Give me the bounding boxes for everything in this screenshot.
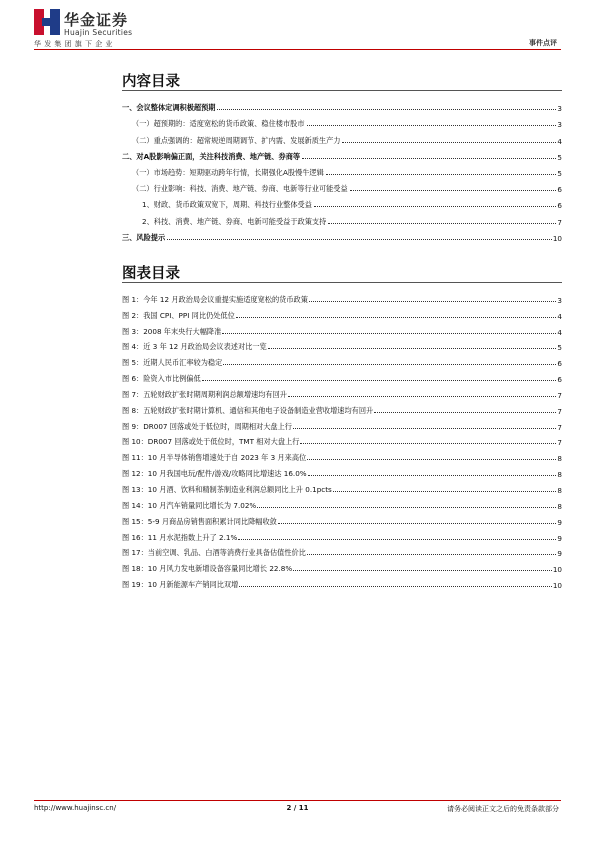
toc-entry-page: 4 xyxy=(557,136,562,146)
figure-entry-text: 图 2：我国 CPI、PPI 同比仍处低位 xyxy=(122,310,235,320)
figure-entry[interactable] xyxy=(122,400,562,416)
toc-entry[interactable] xyxy=(122,178,562,194)
figure-entry-text: 图 5：近期人民币汇率较为稳定 xyxy=(122,358,223,368)
figure-entry[interactable] xyxy=(122,558,562,574)
figure-entry-text: 图 4：近 3 年 12 月政治局会议表述对比一览 xyxy=(122,342,267,352)
footer-divider xyxy=(34,800,561,801)
dot-leader xyxy=(238,539,556,540)
dot-leader xyxy=(328,223,556,224)
figure-entry-page: 8 xyxy=(557,485,562,495)
dot-leader xyxy=(307,554,556,555)
toc-entry[interactable] xyxy=(122,162,562,178)
dot-leader xyxy=(350,190,557,191)
figure-entry-text: 图 8：五轮财政扩张时期计算机、通信和其他电子设备制造业营收增速均有回升 xyxy=(122,405,374,415)
dot-leader xyxy=(268,348,557,349)
toc-entry-text: 一、会议整体定调积极超预期 xyxy=(122,103,216,113)
document-type-label: 事件点评 xyxy=(529,39,557,47)
toc-entry-text: （一）超预期的：适度宽松的货币政策、稳住楼市股市 xyxy=(122,119,306,129)
toc-entry-page: 3 xyxy=(557,120,562,130)
figure-entry-text: 图 7：五轮财政扩张时期周期利润总额增速均有回升 xyxy=(122,389,287,399)
toc-title: 内容目录 xyxy=(122,74,180,90)
figure-entry-text: 图 10：DR007 回落或处于低位时，TMT 相对大盘上行 xyxy=(122,437,300,447)
figures-title-rule xyxy=(122,282,562,283)
header-divider xyxy=(34,49,561,50)
figure-entry-text: 图 11：10 月半导体销售增速处于自 2023 年 3 月来高位 xyxy=(122,453,307,463)
figure-entry-text: 图 18：10 月风力发电新增设备容量同比增长 22.8% xyxy=(122,564,293,574)
toc-entry-page: 7 xyxy=(557,217,562,227)
figure-entry-page: 8 xyxy=(557,454,562,464)
group-tagline: 华发集团旗下企业 xyxy=(34,40,116,48)
figure-entry-page: 7 xyxy=(557,390,562,400)
toc-entry-page: 6 xyxy=(557,201,562,211)
figure-entry-page: 9 xyxy=(557,517,562,527)
figure-entry-text: 图 3：2008 年末央行大幅降准 xyxy=(122,326,222,336)
figure-entry-text: 图 16：11 月水泥指数上升了 2.1% xyxy=(122,532,238,542)
toc-entry[interactable] xyxy=(122,113,562,129)
toc-entry-page: 3 xyxy=(557,104,562,114)
dot-leader xyxy=(288,396,556,397)
figure-entry-text: 图 17：当前空调、乳品、白酒等消费行业具备估值性价比 xyxy=(122,548,306,558)
dot-leader xyxy=(309,301,557,302)
figure-entry-text: 图 6：险资入市比例偏低 xyxy=(122,374,201,384)
dot-leader xyxy=(257,507,556,508)
brand-name-cn: 华金证券 xyxy=(64,11,129,29)
toc-entry-page: 5 xyxy=(557,168,562,178)
page-header xyxy=(0,0,595,58)
figure-entry[interactable] xyxy=(122,289,562,305)
toc-entry[interactable] xyxy=(122,210,562,226)
toc-entry-text: 三、风险提示 xyxy=(122,232,166,242)
figure-entry[interactable] xyxy=(122,527,562,543)
figure-entry-text: 图 13：10 月酒、饮料和精制茶制造业利润总额同比上升 0.1pcts xyxy=(122,484,332,494)
toc-entry-page: 10 xyxy=(552,233,562,243)
dot-leader xyxy=(307,125,557,126)
dot-leader xyxy=(236,317,557,318)
toc-entry[interactable] xyxy=(122,194,562,210)
figure-entry-text: 图 14：10 月汽车销量同比增长为 7.02% xyxy=(122,500,257,510)
toc-entry-text: （一）市场趋势：短期驱动跨年行情，长期强化A股慢牛逻辑 xyxy=(122,168,325,178)
figure-list xyxy=(122,289,562,590)
dot-leader xyxy=(314,206,557,207)
figure-entry-page: 10 xyxy=(552,581,562,591)
dot-leader xyxy=(293,428,556,429)
dot-leader xyxy=(308,475,557,476)
toc-entry[interactable] xyxy=(122,227,562,243)
figure-entry[interactable] xyxy=(122,479,562,495)
toc-entry-text: 二、对A股影响偏正面，关注科技消费、地产链、券商等 xyxy=(122,151,301,161)
figure-entry-page: 5 xyxy=(557,343,562,353)
dot-leader xyxy=(202,380,557,381)
figure-entry[interactable] xyxy=(122,368,562,384)
figure-entry-page: 3 xyxy=(557,295,562,305)
figure-entry-page: 7 xyxy=(557,438,562,448)
figure-entry-text: 图 9：DR007 回落或处于低位时，周期相对大盘上行 xyxy=(122,421,292,431)
figure-entry-page: 4 xyxy=(557,311,562,321)
huajin-logo-icon xyxy=(34,9,60,35)
dot-leader xyxy=(239,586,552,587)
figure-entry-page: 10 xyxy=(552,565,562,575)
figure-entry-page: 8 xyxy=(557,470,562,480)
toc-title-rule xyxy=(122,90,562,91)
figure-entry[interactable] xyxy=(122,574,562,590)
toc-entry-text: （二）重点强调的：超常规逆周期调节、扩内需、发展新质生产力 xyxy=(122,136,341,146)
figure-entry-page: 8 xyxy=(557,501,562,511)
toc-entry-page: 5 xyxy=(557,152,562,162)
page-number: 2 / 11 xyxy=(286,804,309,812)
figure-entry[interactable] xyxy=(122,305,562,321)
figure-entry[interactable] xyxy=(122,495,562,511)
dot-leader xyxy=(217,109,556,110)
figure-entry-page: 9 xyxy=(557,549,562,559)
dot-leader xyxy=(342,142,556,143)
toc-entry[interactable] xyxy=(122,97,562,113)
toc-entry-text: 1、财政、货币政策双宽下，周期、科技行业整体受益 xyxy=(122,200,313,210)
dot-leader xyxy=(374,412,556,413)
toc-list xyxy=(122,97,562,243)
figure-entry-page: 7 xyxy=(557,422,562,432)
dot-leader xyxy=(300,443,556,444)
dot-leader xyxy=(307,459,556,460)
toc-entry[interactable] xyxy=(122,129,562,145)
figure-entry[interactable] xyxy=(122,416,562,432)
figure-entry[interactable] xyxy=(122,352,562,368)
figure-entry[interactable] xyxy=(122,384,562,400)
figure-entry-page: 6 xyxy=(557,359,562,369)
figure-entry[interactable] xyxy=(122,447,562,463)
toc-entry-page: 6 xyxy=(557,185,562,195)
figure-entry[interactable] xyxy=(122,337,562,353)
brand-name-en: Huajin Securities xyxy=(64,28,133,37)
toc-entry-text: （二）行业影响：科技、消费、地产链、券商、电新等行业可能受益 xyxy=(122,184,349,194)
figure-entry-page: 7 xyxy=(557,406,562,416)
figure-entry-text: 图 12：10 月我国电玩/配件/游戏/攻略同比增速达 16.0% xyxy=(122,469,307,479)
footer-url-link[interactable]: http://www.huajinsc.cn/ xyxy=(34,804,117,812)
figure-entry[interactable] xyxy=(122,511,562,527)
dot-leader xyxy=(222,333,556,334)
dot-leader xyxy=(333,491,557,492)
figure-entry-page: 4 xyxy=(557,327,562,337)
dot-leader xyxy=(302,158,556,159)
figure-entry[interactable] xyxy=(122,321,562,337)
toc-entry-text: 2、科技、消费、地产链、券商、电新可能受益于政策支持 xyxy=(122,217,327,227)
footer-disclaimer: 请务必阅读正文之后的免责条款部分 xyxy=(447,805,559,813)
figure-entry-text: 图 19：10 月新能源车产销同比双增 xyxy=(122,580,239,590)
figure-entry-page: 6 xyxy=(557,375,562,385)
dot-leader xyxy=(278,523,557,524)
figure-entry[interactable] xyxy=(122,543,562,559)
dot-leader xyxy=(326,174,557,175)
figure-entry-text: 图 1：今年 12 月政治局会议重提实施适度宽松的货币政策 xyxy=(122,294,308,304)
figures-title: 图表目录 xyxy=(122,266,180,282)
figure-entry[interactable] xyxy=(122,432,562,448)
figure-entry-page: 9 xyxy=(557,533,562,543)
dot-leader xyxy=(223,364,556,365)
figure-entry-text: 图 15：5-9 月商品房销售面积累计同比降幅收敛 xyxy=(122,516,277,526)
toc-entry[interactable] xyxy=(122,146,562,162)
dot-leader xyxy=(293,570,552,571)
dot-leader xyxy=(167,239,552,240)
figure-entry[interactable] xyxy=(122,463,562,479)
